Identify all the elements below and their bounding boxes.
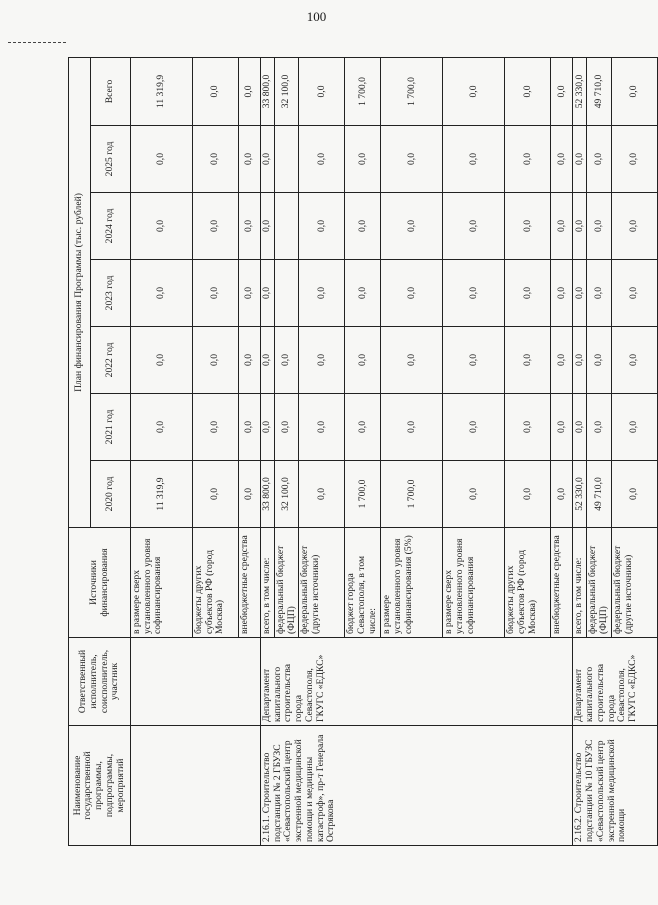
source-cell: внебюджетные средства (239, 528, 261, 638)
amount-cell: 0,0 (551, 327, 573, 394)
amount-cell: 0,0 (381, 327, 443, 394)
amount-cell: 0,0 (381, 193, 443, 260)
header-year: 2021 год (91, 394, 131, 461)
total-cell: 0,0 (443, 57, 505, 125)
amount-cell: 0,0 (193, 126, 239, 193)
amount-cell: 0,0 (261, 327, 275, 394)
header-year: 2025 год (91, 126, 131, 193)
table-row (261, 57, 275, 845)
amount-cell: 11 319,9 (131, 461, 193, 528)
amount-cell: 0,0 (551, 260, 573, 327)
amount-cell: 0,0 (551, 193, 573, 260)
amount-cell: 0,0 (587, 260, 611, 327)
amount-cell: 0,0 (193, 193, 239, 260)
amount-cell: 0,0 (611, 193, 657, 260)
page-number: 100 (306, 9, 327, 24)
amount-cell: 0,0 (239, 193, 261, 260)
source-cell: бюджеты других субъектов РФ (город Москва) (505, 528, 551, 638)
amount-cell (275, 193, 299, 260)
total-cell: 52 330,0 (573, 57, 587, 125)
header-sources: Источники финансирования (69, 528, 131, 638)
total-cell: 0,0 (551, 57, 573, 125)
amount-cell: 0,0 (299, 193, 345, 260)
amount-cell: 0,0 (261, 260, 275, 327)
amount-cell: 0,0 (443, 260, 505, 327)
amount-cell: 0,0 (131, 126, 193, 193)
amount-cell: 0,0 (299, 126, 345, 193)
total-cell: 11 319,9 (131, 57, 193, 125)
amount-cell: 0,0 (131, 394, 193, 461)
amount-cell: 0,0 (131, 327, 193, 394)
amount-cell: 33 800,0 (261, 461, 275, 528)
amount-cell: 0,0 (587, 193, 611, 260)
amount-cell: 0,0 (573, 193, 587, 260)
amount-cell: 0,0 (587, 327, 611, 394)
source-cell: внебюджетные средства (551, 528, 573, 638)
total-cell: 32 100,0 (275, 57, 299, 125)
amount-cell: 0,0 (261, 126, 275, 193)
amount-cell: 0,0 (611, 461, 657, 528)
header-plan-title: План финансирования Программы (тыс. рублей) (69, 57, 91, 527)
source-cell: бюджет города Севастополя, в том числе: (345, 528, 381, 638)
measure-name-cell: 2.16.1. Строительство подстанции № 2 ГБУЗС «Севастопольский центр экстренной медицинской помощи и медицины катастроф», пр-т Генерала Острякова (261, 726, 573, 846)
amount-cell: 52 330,0 (573, 461, 587, 528)
amount-cell: 0,0 (345, 394, 381, 461)
amount-cell (275, 260, 299, 327)
scan-artifact (8, 42, 66, 47)
header-year: 2022 год (91, 327, 131, 394)
amount-cell: 1 700,0 (381, 461, 443, 528)
amount-cell: 0,0 (239, 394, 261, 461)
amount-cell: 0,0 (275, 327, 299, 394)
measure-name-cell: 2.16.2. Строительство подстанции № 10 ГБУЗС «Севастопольский центр экстренной медицинской помощи (573, 726, 657, 846)
amount-cell: 0,0 (505, 193, 551, 260)
total-cell: 0,0 (611, 57, 657, 125)
measure-name-cell (131, 726, 261, 846)
amount-cell: 49 710,0 (587, 461, 611, 528)
amount-cell: 0,0 (505, 461, 551, 528)
source-cell: федеральный бюджет (ФЦП) (587, 528, 611, 638)
amount-cell: 0,0 (573, 260, 587, 327)
header-total: Всего (91, 57, 131, 125)
amount-cell: 0,0 (381, 394, 443, 461)
amount-cell: 0,0 (381, 126, 443, 193)
amount-cell: 0,0 (239, 461, 261, 528)
source-cell: всего, в том числе: (261, 528, 275, 638)
amount-cell: 0,0 (611, 126, 657, 193)
rotated-table-wrapper (68, 58, 640, 846)
amount-cell: 0,0 (505, 327, 551, 394)
total-cell: 49 710,0 (587, 57, 611, 125)
amount-cell: 0,0 (443, 461, 505, 528)
amount-cell: 0,0 (611, 394, 657, 461)
amount-cell: 0,0 (551, 461, 573, 528)
amount-cell: 0,0 (299, 327, 345, 394)
amount-cell: 0,0 (345, 260, 381, 327)
amount-cell: 0,0 (261, 394, 275, 461)
total-cell: 0,0 (239, 57, 261, 125)
header-responsible: Ответственный исполнитель, соисполнитель, участник (69, 638, 131, 726)
total-cell: 1 700,0 (345, 57, 381, 125)
total-cell: 1 700,0 (381, 57, 443, 125)
amount-cell: 0,0 (587, 394, 611, 461)
total-cell: 0,0 (193, 57, 239, 125)
amount-cell: 0,0 (443, 193, 505, 260)
amount-cell: 0,0 (611, 327, 657, 394)
table-row (131, 57, 193, 845)
source-cell: бюджеты других субъектов РФ (город Москва) (193, 528, 239, 638)
amount-cell: 0,0 (239, 327, 261, 394)
amount-cell: 0,0 (261, 193, 275, 260)
source-cell: в размере установленного уровня софинансирования (5%) (381, 528, 443, 638)
header-year: 2023 год (91, 260, 131, 327)
total-cell: 0,0 (505, 57, 551, 125)
amount-cell: 0,0 (345, 193, 381, 260)
amount-cell: 1 700,0 (345, 461, 381, 528)
financing-table (68, 57, 658, 846)
table-body (131, 57, 658, 845)
source-cell: в размере сверх установленного уровня софинансирования (443, 528, 505, 638)
amount-cell: 0,0 (299, 260, 345, 327)
amount-cell: 0,0 (345, 126, 381, 193)
responsible-cell (131, 638, 261, 726)
amount-cell: 0,0 (443, 327, 505, 394)
header-year: 2024 год (91, 193, 131, 260)
amount-cell: 0,0 (551, 394, 573, 461)
source-cell: в размере сверх установленного уровня софинансирования (131, 528, 193, 638)
amount-cell: 0,0 (299, 394, 345, 461)
amount-cell: 0,0 (587, 126, 611, 193)
header-name: Наименование государственной программы, подпрограммы, мероприятий (69, 726, 131, 846)
amount-cell: 0,0 (131, 193, 193, 260)
amount-cell: 0,0 (505, 260, 551, 327)
amount-cell: 0,0 (443, 126, 505, 193)
amount-cell (275, 126, 299, 193)
amount-cell: 32 100,0 (275, 461, 299, 528)
total-cell: 0,0 (299, 57, 345, 125)
header-year: 2020 год (91, 461, 131, 528)
amount-cell: 0,0 (239, 260, 261, 327)
amount-cell: 0,0 (193, 327, 239, 394)
source-cell: федеральный бюджет (другие источники) (299, 528, 345, 638)
amount-cell: 0,0 (239, 126, 261, 193)
table-row (573, 57, 587, 845)
source-cell: федеральный бюджет (другие источники) (611, 528, 657, 638)
amount-cell: 0,0 (573, 394, 587, 461)
amount-cell: 0,0 (505, 394, 551, 461)
amount-cell: 0,0 (193, 260, 239, 327)
amount-cell: 0,0 (299, 461, 345, 528)
amount-cell: 0,0 (611, 260, 657, 327)
amount-cell: 0,0 (573, 126, 587, 193)
responsible-cell: Департамент капитального строительства города Севастополя, ГКУГС «ЕДКС» (261, 638, 573, 726)
source-cell: федеральный бюджет (ФЦП) (275, 528, 299, 638)
amount-cell: 0,0 (573, 327, 587, 394)
amount-cell: 0,0 (345, 327, 381, 394)
amount-cell: 0,0 (275, 394, 299, 461)
source-cell: всего, в том числе: (573, 528, 587, 638)
total-cell: 33 800,0 (261, 57, 275, 125)
responsible-cell: Департамент капитального строительства города Севастополя, ГКУГС «ЕДКС» (573, 638, 657, 726)
amount-cell: 0,0 (193, 461, 239, 528)
amount-cell: 0,0 (381, 260, 443, 327)
amount-cell: 0,0 (131, 260, 193, 327)
amount-cell: 0,0 (505, 126, 551, 193)
amount-cell: 0,0 (551, 126, 573, 193)
amount-cell: 0,0 (443, 394, 505, 461)
amount-cell: 0,0 (193, 394, 239, 461)
